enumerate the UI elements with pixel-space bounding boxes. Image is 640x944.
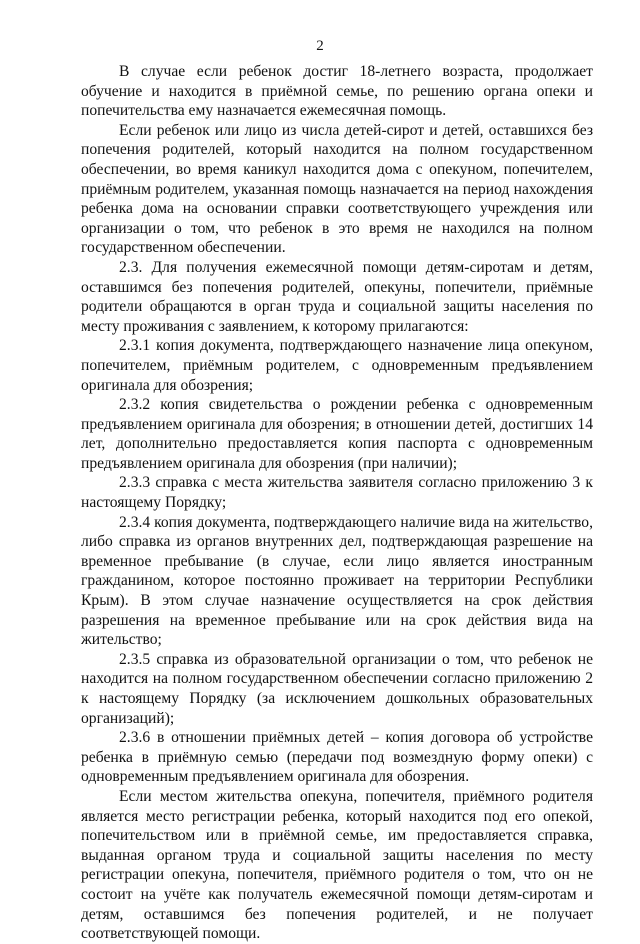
paragraph-2-3-application: 2.3. Для получения ежемесячной помощи детям-сиротам и детям, оставшимся без попечения родителей, опекуны, попечители, приёмные родители обращаются в орган труда и социальной защиты населения по месту проживания с заявлением, к которому прилагаются: [81,258,593,335]
paragraph-adult-continuing-education: В случае если ребенок достиг 18-летнего возраста, продолжает обучение и находится в приёмной семье, по решению органа опеки и попечительства ему назначается ежемесячная помощь. [81,63,593,120]
paragraph-2-3-5-education-certificate: 2.3.5 справка из образовательной организации о том, что ребенок не находится на полном государственном обеспечении согласно приложению 2 к настоящему Порядку (за исключением дошкольных образовательных организаций); [81,650,593,727]
paragraph-registration-certificate: Если местом жительства опекуна, попечителя, приёмного родителя является место регистрации ребенка, который находится под его опекой, попечительством или в приёмной семье, им предоставляется справка, выданная органом труда и социальной защиты населения по месту регистрации опекуна, попечителя, приёмного родителя о том, что он не состоит на учёте как получатель ежемесячной помощи детям-сиротам и детям, оставшимся без попечения родителей, и не получает соответствующей помощи. [81,787,593,943]
paragraph-vacation-stay: Если ребенок или лицо из числа детей-сирот и детей, оставшихся без попечения родителей, который находится на полном государственном обеспечении, во время каникул находится дома с опекуном, попечителем, приёмным родителем, указанная помощь назначается на период нахождения ребенка дома на основании справки соответствующего учреждения или организации о том, что ребенок в это время не находился на полном государственном обеспечении. [81,121,593,257]
paragraph-2-3-4-residence-permit: 2.3.4 копия документа, подтверждающего наличие вида на жительство, либо справка из органов внутренних дел, подтверждающая разрешение на временное пребывание (в случае, если лицо является иностранным гражданином, которое постоянно проживает на территории Республики Крым). В этом случае назначение осуществляется на срок действия разрешения на временное пребывание или на срок действия вида на жительство; [81,513,593,649]
paragraph-2-3-6-foster-agreement: 2.3.6 в отношении приёмных детей – копия договора об устройстве ребенка в приёмную семью (передачи под возмездную форму опеки) с одновременным предъявлением оригинала для обозрения. [81,729,593,786]
paragraph-2-3-2-birth-certificate: 2.3.2 копия свидетельства о рождении ребенка с одновременным предъявлением оригинала для обозрения; в отношении детей, достигших 14 лет, дополнительно предоставляется копия паспорта с одновременным предъявлением оригинала для обозрения (при наличии); [81,396,593,472]
paragraph-2-3-1-guardianship-copy: 2.3.1 копия документа, подтверждающего назначение лица опекуном, попечителем, приёмным родителем, с одновременным предъявлением оригинала для обозрения; [81,337,593,394]
page-number: 2 [316,38,324,54]
paragraph-2-3-3-residence-certificate: 2.3.3 справка с места жительства заявителя согласно приложению 3 к настоящему Порядку; [81,474,593,512]
document-body [81,62,593,944]
